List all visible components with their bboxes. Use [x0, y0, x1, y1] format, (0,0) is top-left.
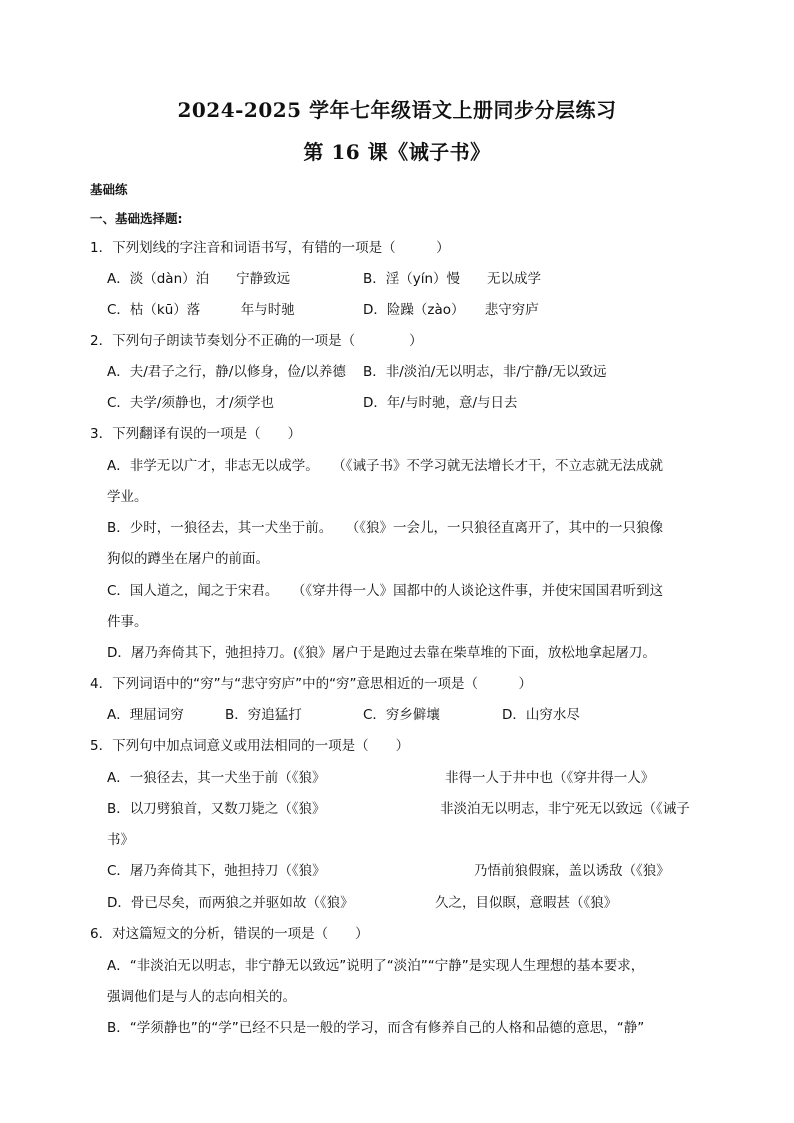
- question-3-option-a: A．非学无以广才，非志无以成学。 （《诫子书》不学习就无法增长才干，不立志就无法成就: [107, 458, 663, 474]
- question-5-option-d-right: 久之，目似瞑，意暇甚（《狼》: [435, 895, 618, 911]
- question-5-option-d-left: D．骨已尽矣，而两狼之并驱如故（《狼》: [107, 895, 354, 911]
- document-title: 2024-2025 学年七年级语文上册同步分层练习: [177, 98, 617, 122]
- question-5-option-c-left: C．屠乃奔倚其下，弛担持刀（《狼》: [107, 863, 326, 879]
- section-label: 基础练: [90, 182, 128, 197]
- question-6-stem: 6．对这篇短文的分析，错误的一项是（ ）: [90, 926, 369, 942]
- question-3-option-b-cont: 狗似的蹲坐在屠户的前面。: [107, 551, 269, 567]
- question-1-option-c: C．枯（kū）落 年与时驰: [107, 302, 295, 318]
- question-2-option-b: B．非/淡泊/无以明志，非/宁静/无以致远: [363, 364, 607, 380]
- question-5-option-a-left: A．一狼径去，其一犬坐于前（《狼》: [107, 770, 326, 786]
- question-2-option-a: A．夫/君子之行，静/以修身，俭/以养德: [107, 364, 346, 380]
- question-3-option-a-cont: 学业。: [107, 489, 148, 505]
- question-1-option-b: B．淫（yín）慢 无以成学: [363, 271, 542, 287]
- question-4-stem: 4．下列词语中的“穷”与“悲守穷庐”中的“穷”意思相近的一项是（ ）: [90, 676, 533, 692]
- question-6-option-a: A．“非淡泊无以明志，非宁静无以致远”说明了“淡泊”“宁静”是实现人生理想的基本要求，: [107, 958, 645, 974]
- question-1-option-d: D．险躁（zào） 悲守穷庐: [363, 302, 539, 318]
- question-5-option-b-cont: 书》: [107, 832, 134, 848]
- question-3-option-c-cont: 件事。: [107, 614, 148, 630]
- part-heading: 一、基础选择题:: [90, 211, 183, 226]
- question-5-option-b-right: 非淡泊无以明志，非宁死无以致远（《诫子: [440, 801, 690, 817]
- question-2-option-d: D．年/与时驰，意/与日去: [363, 395, 518, 411]
- question-4-option-a: A．理屈词穷: [107, 707, 184, 723]
- question-6-option-a-cont: 强调他们是与人的志向相关的。: [107, 989, 296, 1005]
- question-1-stem: 1．下列划线的字注音和词语书写，有错的一项是（ ）: [90, 240, 450, 256]
- question-4-option-c: C．穷乡僻壤: [363, 707, 440, 723]
- question-5-option-b-left: B．以刀劈狼首，又数刀毙之（《狼》: [107, 801, 326, 817]
- question-6-option-b: B．“学须静也”的“学”已经不只是一般的学习，而含有修养自己的人格和品德的意思，“静”: [107, 1020, 645, 1036]
- question-3-option-b: B．少时，一狼径去，其一犬坐于前。 （《狼》一会儿，一只狼径直离开了，其中的一只狼像: [107, 520, 664, 536]
- question-2-option-c: C．夫学/须静也，才/须学也: [107, 395, 275, 411]
- question-2-stem: 2．下列句子朗读节奏划分不正确的一项是（ ）: [90, 333, 423, 349]
- question-4-option-d: D．山穷水尽: [502, 707, 580, 723]
- question-5-stem: 5．下列句中加点词意义或用法相同的一项是（ ）: [90, 738, 410, 754]
- question-5-option-c-right: 乃悟前狼假寐，盖以诱敌（《狼》: [474, 863, 670, 879]
- question-3-stem: 3．下列翻译有误的一项是（ ）: [90, 426, 302, 442]
- lesson-title: 第 16 课《诫子书》: [303, 140, 491, 164]
- question-3-option-d: D．屠乃奔倚其下，弛担持刀。(《狼》屠户于是跑过去靠在柴草堆的下面，放松地拿起屠刀。: [107, 645, 656, 661]
- question-5-option-a-right: 非得一人于井中也（《穿井得一人》: [445, 770, 655, 786]
- question-4-option-b: B．穷追猛打: [225, 707, 302, 723]
- question-1-option-a: A．淡（dàn）泊 宁静致远: [107, 271, 291, 287]
- question-3-option-c: C．国人道之，闻之于宋君。 （《穿井得一人》国都中的人谈论这件事，并使宋国国君听到这: [107, 583, 664, 599]
